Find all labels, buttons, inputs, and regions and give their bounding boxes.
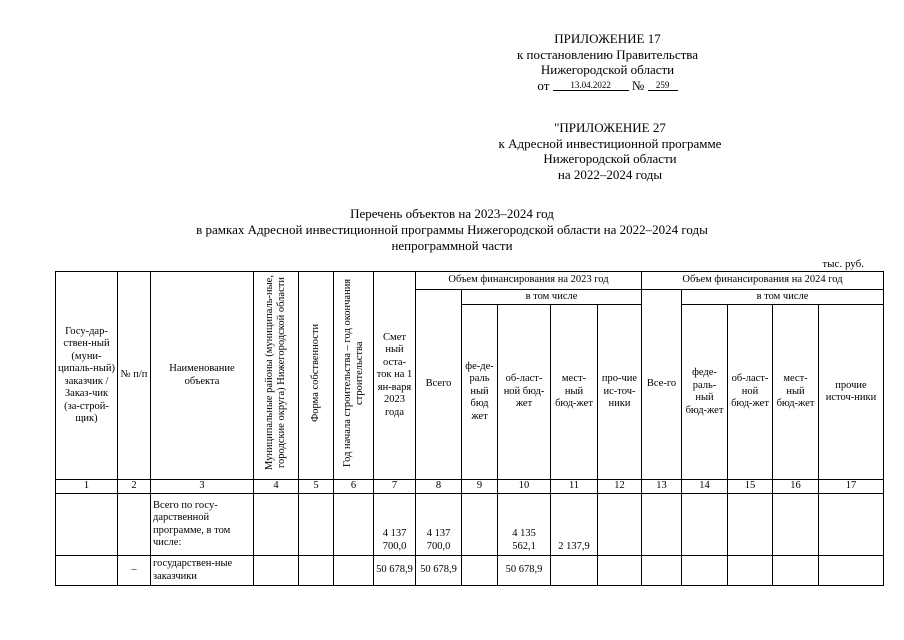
cell-other-2023 [598,556,642,586]
col-num-5: 5 [299,480,334,494]
table-row [56,556,884,586]
cell-other-2024 [819,494,884,556]
header-estimate: Смет ный оста-ток на 1 ян-варя 2023 года [374,272,416,480]
cell-local-2024 [773,494,819,556]
col-num-1: 1 [56,480,118,494]
appendix-17-block [480,31,735,93]
header-local-2023: мест-ный бюд-жет [551,305,598,480]
header-regional-2023: об-ласт-ной бюд-жет [498,305,551,480]
header-object: Наименование объекта [151,272,254,480]
cell-municipal [254,556,299,586]
appendix-27-title: "ПРИЛОЖЕНИЕ 27 [554,120,666,135]
cell-total-2024 [642,494,682,556]
header-years [334,272,374,480]
cell-customer [56,556,118,586]
cell-object: Всего по госу-дарственной программе, в том числе: [151,494,254,556]
cell-local-2024 [773,556,819,586]
cell-regional-2023: 4 135 562,1 [498,494,551,556]
header-other-2024: прочие источ-ники [819,305,884,480]
col-num-15: 15 [728,480,773,494]
col-num-14: 14 [682,480,728,494]
title-line-1: Перечень объектов на 2023–2024 год [350,206,554,221]
number-label: № [631,77,645,93]
from-label: от [537,77,550,93]
col-num-11: 11 [551,480,598,494]
col-num-12: 12 [598,480,642,494]
cell-object: государствен-ные заказчики [151,556,254,586]
cell-local-2023 [551,556,598,586]
cell-regional-2024 [728,494,773,556]
cell-total-2023: 50 678,9 [416,556,462,586]
header-municipal [254,272,299,480]
decree-number: 259 [648,80,678,91]
col-num-7: 7 [374,480,416,494]
cell-customer [56,494,118,556]
cell-other-2024 [819,556,884,586]
appendix-27-line2: к Адресной инвестиционной программе [498,135,722,151]
col-num-8: 8 [416,480,462,494]
objects-table [55,271,884,586]
column-number-row [56,480,884,494]
appendix-27-line3: Нижегородской области [543,151,677,166]
col-num-4: 4 [254,480,299,494]
header-fin-2024: Объем финансирования на 2024 год [642,272,884,290]
col-num-9: 9 [462,480,498,494]
table-row [56,494,884,556]
cell-total-2023: 4 137 700,0 [416,494,462,556]
header-fin-2023: Объем финансирования на 2023 год [416,272,642,290]
header-regional-2024: об-ласт-ной бюд-жет [728,305,773,480]
cell-ownership [299,556,334,586]
cell-federal-2023 [462,494,498,556]
decree-date: 13.04.2022 [553,80,629,91]
cell-other-2023 [598,494,642,556]
cell-years [334,556,374,586]
appendix-17-title: ПРИЛОЖЕНИЕ 17 [554,31,661,46]
col-num-17: 17 [819,480,884,494]
document-title [100,206,804,254]
appendix-17-line2: к постановлению Правительства [516,46,699,62]
cell-years [334,494,374,556]
cell-regional-2023: 50 678,9 [498,556,551,586]
cell-total-2024 [642,556,682,586]
cell-num [118,494,151,556]
header-incl-2023: в том числе [462,290,642,305]
col-num-6: 6 [334,480,374,494]
header-municipal-text: Муниципальные районы (муниципаль-ные, городские округа) Нижегородской области [264,275,287,471]
col-num-16: 16 [773,480,819,494]
col-num-10: 10 [498,480,551,494]
cell-federal-2024 [682,556,728,586]
header-incl-2024: в том числе [682,290,884,305]
cell-estimate: 4 137 700,0 [374,494,416,556]
header-federal-2023: фе-де-раль ный бюд жет [462,305,498,480]
header-total-2024: Все-го [642,290,682,480]
appendix-17-line3: Нижегородской области [540,62,675,77]
cell-ownership [299,494,334,556]
appendix-27-line4: на 2022–2024 годы [557,166,663,182]
appendix-27-block [470,120,750,182]
header-other-2023: про-чие ис-точ-ники [598,305,642,480]
appendix-17-date-line [480,78,735,94]
header-local-2024: мест-ный бюд-жет [773,305,819,480]
title-line-3: непрограммной части [391,238,513,253]
cell-estimate: 50 678,9 [374,556,416,586]
col-num-13: 13 [642,480,682,494]
cell-federal-2023 [462,556,498,586]
cell-local-2023: 2 137,9 [551,494,598,556]
header-customer: Госу-дар-ствен-ный (муни-ципаль-ный) заказчик / Заказ-чик (за-строй-щик) [56,272,118,480]
header-ownership-text: Форма собственности [310,324,321,423]
col-num-2: 2 [118,480,151,494]
header-total-2023: Всего [416,290,462,480]
col-num-3: 3 [151,480,254,494]
cell-federal-2024 [682,494,728,556]
cell-municipal [254,494,299,556]
cell-regional-2024 [728,556,773,586]
header-federal-2024: феде-раль-ный бюд-жет [682,305,728,480]
cell-num: – [118,556,151,586]
header-years-text: Год начала строительства – год окончания строительства [341,279,365,468]
header-ownership [299,272,334,480]
header-num: № п/п [118,272,151,480]
unit-label: тыс. руб. [822,258,864,270]
title-line-2: в рамках Адресной инвестиционной программы Нижегородской области на 2022–2024 годы [196,222,708,237]
